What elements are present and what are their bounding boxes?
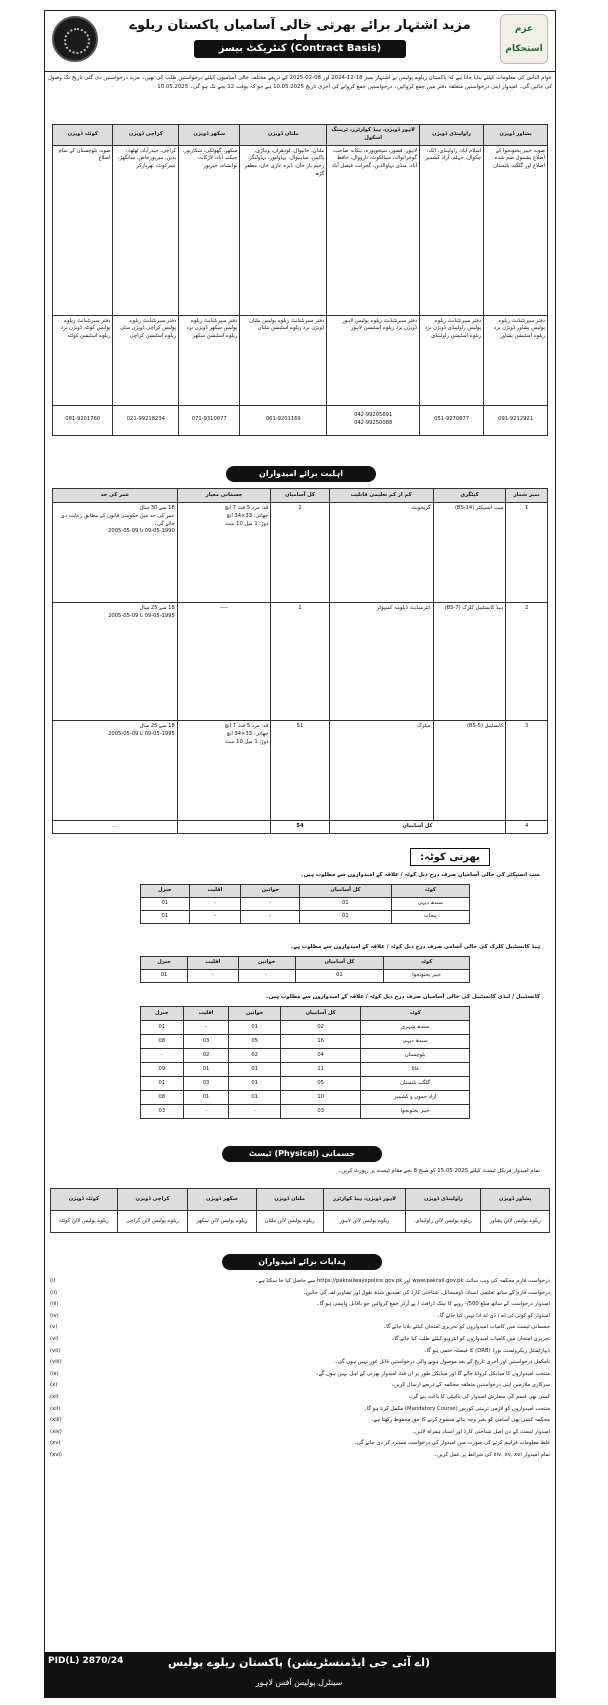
- office-address: دفتر سپرنٹنڈنٹ ریلوے پولیس ملتان ڈویژن نزد ریلوے اسٹیشن ملتان: [240, 315, 327, 405]
- phys-venue: ریلوے پولیس لائن کوئٹہ: [51, 1211, 118, 1233]
- office-address: دفتر سپرنٹنڈنٹ ریلوے پولیس سکھر ڈویژن نزد ریلوے اسٹیشن سکھر: [179, 315, 240, 405]
- quota-header: کل آسامیاں: [300, 885, 391, 898]
- phys-venue: ریلوے پولیس لائن راولپنڈی: [406, 1211, 481, 1233]
- instruction-text: غلط معلومات فراہم کرنے کی صورت میں امیدوار کی درخواست مسترد کر دی جائے گی۔: [353, 1440, 550, 1447]
- railway-police-emblem-icon: [52, 16, 98, 62]
- quota-note-si: سب انسپکٹر کی خالی آسامیاں صرف درج ذیل کوٹہ / علاقہ کے امیدواروں سے مطلوب ہیں۔: [300, 872, 540, 878]
- elig-physical: قد: مرد 5 فٹ 7 انچ چھاتی: 33×34 انچ دوڑ: 1 میل 10 منٹ: [177, 503, 271, 603]
- quota-cell: -: [229, 1105, 281, 1119]
- office-phone: 021-99218234: [113, 405, 179, 435]
- office-area: صوبہ خیبر پختونخوا کے اضلاع بشمول ضم شدہ اضلاع اور گلگت بلتستان: [484, 145, 548, 315]
- quota-cell: 02: [229, 1049, 281, 1063]
- instruction-number: (vi): [50, 1335, 59, 1342]
- elig-header: جسمانی معیار: [177, 489, 271, 503]
- pid-number: PID(L) 2870/24: [48, 1656, 124, 1666]
- instruction-number: (ix): [50, 1370, 59, 1377]
- office-header: راولپنڈی ڈویژن: [420, 125, 484, 146]
- office-address: دفتر سپرنٹنڈنٹ ریلوے پولیس لاہور ڈویژن نزد ریلوے اسٹیشن لاہور: [327, 315, 420, 405]
- office-area: سکھر، گھوٹکی، شکارپور، جیکب آباد، لاڑکانہ، نوابشاہ، خیرپور: [179, 145, 240, 315]
- quota-header: جنرل: [141, 1007, 184, 1021]
- quota-cell: 01: [141, 1077, 184, 1091]
- quota-cell: 16: [280, 1035, 360, 1049]
- quota-table-hc: [140, 956, 470, 983]
- quota-cell: 02: [183, 1049, 229, 1063]
- phys-venue: ریلوے پولیس لائن لاہور: [323, 1211, 406, 1233]
- quota-header: کل آسامیاں: [295, 957, 384, 970]
- office-address: دفتر سپرنٹنڈنٹ ریلوے پولیس کوئٹہ ڈویژن نزد ریلوے اسٹیشن کوئٹہ: [53, 315, 113, 405]
- office-address: دفتر سپرنٹنڈنٹ ریلوے پولیس پشاور ڈویژن نزد ریلوے اسٹیشن پشاور: [484, 315, 548, 405]
- quota-cell: -: [141, 1049, 184, 1063]
- instruction-number: (xii): [50, 1405, 61, 1412]
- office-area: کراچی، حیدرآباد، ٹھٹھہ، بدین، میرپورخاص، سانگھڑ، عمرکوٹ، تھرپارکر: [113, 145, 179, 315]
- office-phone: 042-99205691 042-99250088: [327, 405, 420, 435]
- quota-cell: 11: [280, 1063, 360, 1077]
- quota-header: اقلیت: [189, 885, 241, 898]
- elig-no: 3: [506, 721, 548, 821]
- quota-cell: 01: [295, 970, 384, 983]
- quota-cell: 01: [229, 1021, 281, 1035]
- quota-cell: -: [189, 911, 241, 924]
- instruction-item: [50, 1450, 550, 1462]
- quota-cell: 01: [229, 1091, 281, 1105]
- quota-cell: 08: [141, 1035, 184, 1049]
- physical-test-note: تمام امیدوار فزیکل ٹیسٹ کیلئے 15.05.2025 کو صبح 8 بجے مقام ٹیسٹ پر رپورٹ کریں۔: [338, 1168, 540, 1174]
- quota-note-hc: ہیڈ کانسٹیبل کلرک کی خالی آسامی صرف درج ذیل کوٹہ / علاقہ کے امیدواروں سے مطلوب ہے۔: [290, 944, 540, 950]
- quota-cell: -: [183, 1105, 229, 1119]
- instruction-item: [50, 1322, 550, 1334]
- phys-header: کوئٹہ ڈویژن: [51, 1189, 118, 1211]
- quota-cell: -: [238, 970, 295, 983]
- quota-cell: -: [241, 898, 300, 911]
- instruction-text: کسی بھی قسم کی سفارش امیدوار کی نااہلی کا باعث بنے گی۔: [408, 1393, 550, 1400]
- instruction-text: منتخب امیدواروں کا میڈیکل کروایا جائے گا اور میڈیکل طور پر ان فٹ امیدوار بھرتی کے اہل نہیں ہوں گے۔: [315, 1370, 550, 1377]
- logo-text: عزم استحکام: [505, 24, 543, 54]
- physical-test-banner: جسمانی (Physical) ٹیسٹ: [222, 1146, 382, 1162]
- elig-physical: قد: مرد 5 فٹ 7 انچ چھاتی: 33×34 انچ دوڑ: 1 میل 10 منٹ: [177, 721, 271, 821]
- instruction-number: (ii): [50, 1289, 58, 1296]
- phys-header: کراچی ڈویژن: [117, 1189, 188, 1211]
- quota-cell: 03: [141, 1105, 184, 1119]
- office-header: ملتان ڈویژن: [240, 125, 327, 146]
- instruction-item: [50, 1427, 550, 1439]
- instruction-number: (xiii): [50, 1417, 62, 1424]
- instruction-number: (xvi): [50, 1451, 62, 1458]
- phys-header: سکھر ڈویژن: [188, 1189, 256, 1211]
- instruction-item: [50, 1299, 550, 1311]
- quota-header: کوٹہ: [384, 957, 470, 970]
- office-header: کراچی ڈویژن: [113, 125, 179, 146]
- elig-physical: ----: [177, 603, 271, 721]
- phys-header: لاہور ڈویژن، ہیڈ کوارٹرز: [323, 1189, 406, 1211]
- instruction-number: (iv): [50, 1312, 59, 1319]
- office-header: کوئٹہ ڈویژن: [53, 125, 113, 146]
- office-area: لاہور، قصور، شیخوپورہ، ننکانہ صاحب، گوجرانوالہ، سیالکوٹ، نارووال، حافظ آباد، منڈی بہاؤالدین، گجرات، فیصل آباد: [327, 145, 420, 315]
- quota-header: کل آسامیاں: [280, 1007, 360, 1021]
- instruction-number: (xiv): [50, 1428, 62, 1435]
- instruction-item: [50, 1288, 550, 1300]
- office-header: لاہور ڈویژن، ہیڈ کوارٹرز، ٹریننگ اسکول: [327, 125, 420, 146]
- elig-category: ہیڈ کانسٹیبل کلرک (BS-7): [433, 603, 506, 721]
- office-phone: 061-9201169: [240, 405, 327, 435]
- quota-cell: آزاد جموں و کشمیر: [361, 1091, 470, 1105]
- quota-cell: گلگت بلتستان: [361, 1077, 470, 1091]
- quota-header: خواتین: [229, 1007, 281, 1021]
- instruction-item: [50, 1346, 550, 1358]
- quota-cell: 05: [280, 1077, 360, 1091]
- instruction-text: منتخب امیدواروں کو لازمی تربیتی کورس (Mandatory Course) مکمل کرنا ہو گا۔: [363, 1405, 550, 1412]
- elig-header: نمبر شمار: [506, 489, 548, 503]
- quota-cell: 01: [141, 970, 188, 983]
- phys-header: پشاور ڈویژن: [481, 1189, 550, 1211]
- instruction-number: (i): [50, 1278, 56, 1284]
- quota-header: اقلیت: [188, 957, 238, 970]
- office-address: دفتر سپرنٹنڈنٹ ریلوے پولیس کراچی ڈویژن سٹی ریلوے اسٹیشن کراچی: [113, 315, 179, 405]
- instruction-item: [50, 1276, 550, 1288]
- quota-cell: 01: [183, 1091, 229, 1105]
- contract-basis-subtitle: کنٹریکٹ بیسز (Contract Basis): [194, 40, 406, 58]
- quota-cell: 01: [141, 911, 190, 924]
- quota-cell: 09: [141, 1063, 184, 1077]
- elig-header: عمر کی حد: [53, 489, 178, 503]
- elig-qualification: انٹرمیڈیٹ ڈپلومہ کمپیوٹر: [329, 603, 433, 721]
- quota-cell: 01: [229, 1077, 281, 1091]
- instruction-number: (x): [50, 1382, 58, 1389]
- instruction-text: امیدوار کو کوئی ٹی اے / ڈی اے ادا نہیں کیا جائے گا۔: [436, 1312, 550, 1319]
- instruction-text: امیدوار درخواست کے ساتھ مبلغ 500/- روپے کا بینک ڈرافٹ / پے آرڈر جمع کروائیں جو ناقابل واپسی ہو گا۔: [316, 1301, 550, 1308]
- elig-total-posts: 54: [271, 821, 329, 834]
- quota-table-constable: [140, 1006, 470, 1119]
- instruction-text: امیدوار ٹیسٹ کے دن اصل شناختی کارڈ اور اسناد ہمراہ لائیں۔: [412, 1428, 550, 1435]
- instruction-number: (xv): [50, 1440, 61, 1447]
- instruction-item: [50, 1415, 550, 1427]
- elig-total-empty: [177, 821, 271, 834]
- quota-header: خواتین: [238, 957, 295, 970]
- elig-no: 1: [506, 503, 548, 603]
- quota-cell: فاٹا: [361, 1063, 470, 1077]
- phys-venue: ریلوے پولیس لائن سکھر: [188, 1211, 256, 1233]
- instruction-text: تحریری امتحان میں کامیاب امیدواروں کو انٹرویو کیلئے طلب کیا جائے گا۔: [391, 1335, 550, 1342]
- elig-header: کم از کم تعلیمی قابلیت: [329, 489, 433, 503]
- office-phone: 091-9212921: [484, 405, 548, 435]
- phys-venue: ریلوے پولیس لائن ملتان: [256, 1211, 323, 1233]
- quota-heading: بھرتی کوٹہ:: [410, 848, 490, 866]
- instruction-text: جسمانی ٹیسٹ میں کامیاب امیدواروں کو تحریری امتحان کیلئے بلایا جائے گا۔: [383, 1324, 550, 1331]
- instruction-item: [50, 1380, 550, 1392]
- quota-header: اقلیت: [183, 1007, 229, 1021]
- office-area: ملتان، خانیوال، لودھراں، وہاڑی، پاکپتن، ساہیوال، بہاولپور، بہاولنگر، رحیم یار خان، ڈیرہ غازی خان، مظفر گڑھ: [240, 145, 327, 315]
- quota-cell: 01: [300, 898, 391, 911]
- header: [44, 10, 556, 72]
- elig-qualification: میٹرک: [329, 721, 433, 821]
- quota-cell: 01: [300, 911, 391, 924]
- quota-cell: 05: [229, 1035, 281, 1049]
- quota-cell: بلوچستان: [361, 1049, 470, 1063]
- office-header: سکھر ڈویژن: [179, 125, 240, 146]
- footer: [44, 1652, 556, 1698]
- quota-cell: 01: [183, 1063, 229, 1077]
- elig-header: کیٹگری: [433, 489, 506, 503]
- quota-cell: -: [183, 1021, 229, 1035]
- azm-e-istehkam-logo: [500, 14, 548, 64]
- quota-cell: 03: [183, 1035, 229, 1049]
- instruction-item: [50, 1404, 550, 1416]
- quota-cell: 01: [141, 898, 190, 911]
- instruction-text: محکمہ کسی بھی آسامی کو بغیر وجہ بتائے منسوخ کرنے کا حق محفوظ رکھتا ہے۔: [370, 1417, 550, 1424]
- elig-posts: 51: [271, 721, 329, 821]
- elig-header: کل آسامیاں: [271, 489, 329, 503]
- quota-header: جنرل: [141, 885, 190, 898]
- eligibility-table: [52, 488, 548, 834]
- phys-header: راولپنڈی ڈویژن: [406, 1189, 481, 1211]
- office-area: اسلام آباد، راولپنڈی، اٹک، چکوال، جہلم، آزاد کشمیر: [420, 145, 484, 315]
- elig-total-label: کل آسامیاں: [329, 821, 506, 834]
- office-header: پشاور ڈویژن: [484, 125, 548, 146]
- office-phone: 051-9270877: [420, 405, 484, 435]
- quota-cell: پنجاب: [391, 911, 469, 924]
- quota-cell: 03: [183, 1077, 229, 1091]
- quota-cell: سندھ شہری: [361, 1021, 470, 1035]
- quota-table-si: [140, 884, 470, 924]
- instruction-item: [50, 1438, 550, 1450]
- phys-header: ملتان ڈویژن: [256, 1189, 323, 1211]
- quota-header: جنرل: [141, 957, 188, 970]
- quota-cell: 10: [280, 1091, 360, 1105]
- intro-paragraph: عوام الناس کی معلومات کیلئے بتایا جاتا ہے کہ پاکستان ریلوے پولیس نے اشتہار نمبر 18-12-2024 اور 08-02-2025 کے ذریعے مختلف خالی آسامیوں کیلئے درخواستیں طلب کی تھیں۔ مزید درخواستیں دی گئی تاریخ تک وصول کی جائیں گی۔ امیدوار اپنی درخواستیں متعلقہ دفتر میں جمع کروائیں۔ درخواستیں جمع کروانے کی آخری تاریخ 10.05.2025 ہے جو کہ بوقت 12 بجے تک ہو گی۔ 10.05.2025: [48, 75, 553, 90]
- physical-test-table: [50, 1188, 550, 1233]
- instruction-item: [50, 1311, 550, 1323]
- phys-venue: ریلوے پولیس لائن کراچی: [117, 1211, 188, 1233]
- quota-cell: -: [188, 970, 238, 983]
- quota-cell: سندھ دیہی: [361, 1035, 470, 1049]
- phys-venue: ریلوے پولیس لائن پشاور: [481, 1211, 550, 1233]
- office-address: دفتر سپرنٹنڈنٹ ریلوے پولیس راولپنڈی ڈویژن نزد ریلوے اسٹیشن راولپنڈی: [420, 315, 484, 405]
- elig-no: 2: [506, 603, 548, 721]
- instruction-number: (v): [50, 1324, 58, 1331]
- quota-header: کوٹہ: [361, 1007, 470, 1021]
- quota-header: کوٹہ: [391, 885, 469, 898]
- eligibility-banner: اہلیت برائے امیدواران: [226, 466, 376, 482]
- instruction-text: ڈیپارٹمنٹل ریکروٹمنٹ بورڈ (DRB) کا فیصلہ حتمی ہو گا۔: [423, 1347, 550, 1354]
- elig-age: 18 سے 25 سال 09-05-1995 تا 09-05-2005: [53, 721, 178, 821]
- office-phone: 071-9310077: [179, 405, 240, 435]
- offices-table: [52, 124, 548, 436]
- quota-cell: 02: [280, 1021, 360, 1035]
- page-title: مزید اشتہار برائے بھرتی خالی آسامیاں پاکستان ریلوے: [129, 18, 471, 33]
- instruction-item: [50, 1369, 550, 1381]
- elig-posts: 1: [271, 603, 329, 721]
- instruction-text: درخواست فارم کے ساتھ تعلیمی اسناد، ڈومیسائل، شناختی کارڈ کی تصدیق شدہ نقول اور تصاویر لف کی جائیں۔: [302, 1289, 550, 1296]
- instruction-number: (xi): [50, 1393, 59, 1400]
- quota-cell: 03: [280, 1105, 360, 1119]
- quota-cell: 04: [280, 1049, 360, 1063]
- elig-category: سب انسپکٹر (BS-14): [433, 503, 506, 603]
- instruction-number: (viii): [50, 1359, 62, 1366]
- quota-note-constable: کانسٹیبل / لیڈی کانسٹیبل کی خالی آسامیاں صرف درج ذیل کوٹہ / علاقہ کے امیدواروں سے مطلوب ہیں۔: [265, 994, 540, 1000]
- quota-cell: -: [189, 898, 241, 911]
- instruction-text: نامکمل درخواستیں اور آخری تاریخ کے بعد موصول ہونے والی درخواستیں قابل غور نہیں ہوں گی۔: [334, 1359, 550, 1366]
- instruction-item: [50, 1334, 550, 1346]
- elig-total-no: 4: [506, 821, 548, 834]
- quota-cell: 01: [141, 1021, 184, 1035]
- quota-cell: خیبر پختونخوا: [361, 1105, 470, 1119]
- instruction-text: سرکاری ملازمین اپنی درخواستیں متعلقہ محکمہ کے ذریعے ارسال کریں۔: [391, 1382, 550, 1389]
- footer-office: سینٹرل پولیس آفس لاہور: [255, 1678, 343, 1687]
- office-area: صوبہ بلوچستان کے تمام اضلاع: [53, 145, 113, 315]
- instructions-list: [50, 1276, 550, 1462]
- elig-posts: 2: [271, 503, 329, 603]
- quota-cell: سندھ دیہی: [391, 898, 469, 911]
- elig-qualification: گریجویٹ: [329, 503, 433, 603]
- instruction-item: [50, 1357, 550, 1369]
- elig-total-age: ...: [53, 821, 178, 834]
- quota-cell: -: [241, 911, 300, 924]
- quota-cell: خیبر پختونخوا: [384, 970, 470, 983]
- quota-header: خواتین: [241, 885, 300, 898]
- instructions-banner: ہدایات برائے امیدواران: [222, 1254, 382, 1270]
- elig-category: کانسٹیبل (BS-5): [433, 721, 506, 821]
- instruction-item: [50, 1392, 550, 1404]
- elig-age: 18 سے 25 سال 09-05-1995 تا 09-05-2005: [53, 603, 178, 721]
- quota-cell: 01: [229, 1063, 281, 1077]
- office-phone: 081-9201760: [53, 405, 113, 435]
- instruction-number: (iii): [50, 1301, 59, 1308]
- footer-authority: (اے آئی جی ایڈمنسٹریشن) پاکستان ریلوے پولیس: [168, 1656, 430, 1669]
- instruction-number: (vii): [50, 1347, 61, 1354]
- instruction-text: درخواست فارم محکمہ کی ویب سائٹ www.pakrail.gov.pk اور https://pakrailwayspolice.gov.pk سے حاصل کیا جا سکتا ہے۔: [255, 1278, 550, 1284]
- elig-age: 18 سے 30 سال عمر کی حد میں حکومتی قانون کے مطابق رعایت دی جائے گی۔ 09-05-1990 تا 09-05-2005: [53, 503, 178, 603]
- quota-cell: 08: [141, 1091, 184, 1105]
- instruction-text: تمام امیدوار xiv, xv, xvi کی شرائط پر عمل کریں۔: [434, 1451, 550, 1458]
